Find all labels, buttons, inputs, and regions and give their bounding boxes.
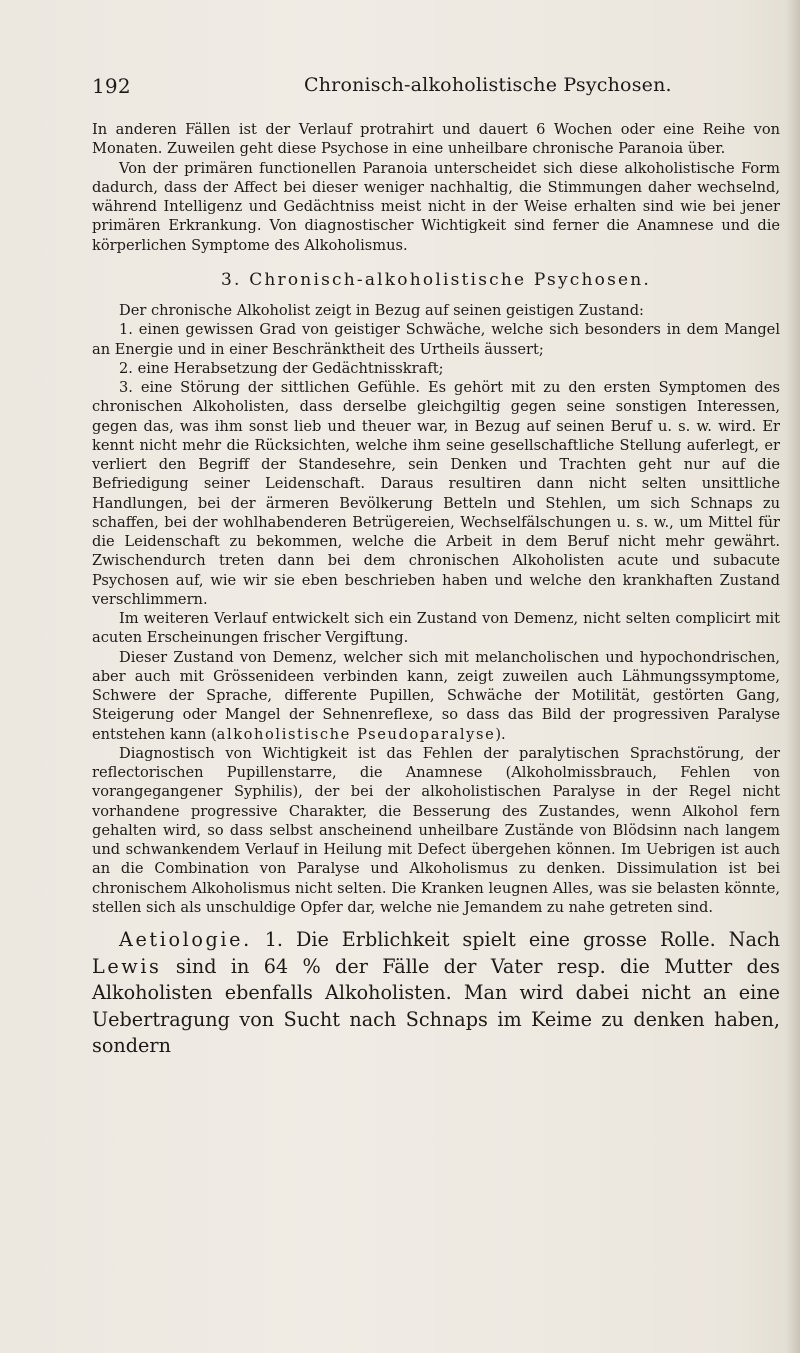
pseudoparalyse-text-before: Dieser Zustand von Demenz, welcher sich mit melancholischen und hypochondrischen, aber auch mit Grössenideen verbinden kann, zeigt zuweilen auch Lähmungssymptome, Schwere der Sprache, differente Pupillen, Schwäche der Motilität, gestörten Gang, Steigerung oder Mangel der Sehnenreflexe, so dass das Bild der progressiven Paralyse entstehen kann ( — [92, 648, 780, 743]
list-item-2: 2. eine Herabsetzung der Gedächtnisskraft; — [119, 359, 444, 377]
page-edge-shadow — [786, 0, 800, 1353]
list-item-1: 1. einen gewissen Grad von geistiger Schwäche, welche sich besonders in dem Mangel an Energie und in einer Beschränktheit des Urtheils äussert; — [92, 321, 780, 358]
page-number: 192 — [92, 74, 131, 98]
running-title: Chronisch-alkoholistische Psychosen. — [304, 74, 672, 96]
section-heading: 3. Chronisch-alkoholistische Psychosen. — [220, 269, 652, 290]
pseudoparalyse-text-after: ). — [495, 725, 506, 743]
aetiologie-text-1: 1. Die Erblichkeit spielt eine grosse Rolle. Nach — [251, 928, 780, 951]
paragraph-demenz: Im weiteren Verlauf entwickelt sich ein Zustand von Demenz, nicht selten complicirt mit acuten Erscheinungen frischer Vergiftung. — [92, 610, 780, 647]
list-item-3: 3. eine Störung der sittlichen Gefühle. Es gehört mit zu den ersten Symptomen des chronischen Alkoholisten, dass derselbe gleichgiltig gegen seine sonstigen Interessen, gegen das, was ihm sonst lieb und theuer war, in Bezug auf seinen Beruf u. s. w. wird. Er kennt nicht mehr die Rücksichten, welche ihm seine gesellschaftliche Stellung auferlegt, er verliert den Begriff der Standesehre, sein Denken und Trachten geht nur auf die Befriedigung seiner Leidenschaft. Daraus resultiren dann nicht selten unsittliche Handlungen, bei der ärmeren Bevölkerung Betteln und Stehlen, um sich Schnaps zu schaffen, bei der wohlhabenderen Betrügereien, Wechselfälschungen u. s. w., um Mittel für die Leidenschaft zu bekommen, welche die Arbeit in dem Beruf nicht mehr gewährt. Zwischendurch treten dann bei dem chronischen Alkoholisten acute und subacute Psychosen auf, wie wir sie eben beschrieben haben und welche den krankhaften Zustand verschlimmern. — [92, 379, 780, 608]
aetiologie-lead: Aetiologie. — [119, 928, 252, 951]
author-name-lewis: Lewis — [92, 954, 162, 978]
paragraph-pseudoparalyse — [92, 648, 780, 744]
aetiologie-text-2: sind in 64 % der Fälle der Vater resp. die Mutter des Alkoholisten ebenfalls Alkoholisten. Man wird dabei nicht an eine Uebertragung von Sucht nach Schnaps im Keime zu denken haben, sondern — [92, 954, 780, 1057]
paragraph-intro-chronic: Der chronische Alkoholist zeigt in Bezug auf seinen geistigen Zustand: — [119, 302, 644, 319]
running-head — [92, 74, 772, 104]
paragraph-verlauf: In anderen Fällen ist der Verlauf protrahirt und dauert 6 Wochen oder eine Reihe von Monaten. Zuweilen geht diese Psychose in eine unheilbare chronische Paranoia über. — [92, 121, 780, 158]
paragraph-aetiologie — [92, 927, 780, 1060]
paragraph-diagnostik: Diagnostisch von Wichtigkeit ist das Fehlen der paralytischen Sprachstörung, der reflectorischen Pupillenstarre, die Anamnese (Alkoholmissbrauch, Fehlen von vorangegangener Syphilis), der bei der alkoholistischen Paralyse in der Regel nicht vorhandene progressive Charakter, die Besserung des Zustandes, wenn Alkohol fern gehalten wird, so dass selbst anscheinend unheilbare Zustände von Blödsinn nach langem und schwankendem Verlauf in Heilung mit Defect übergehen können. Im Uebrigen ist auch an die Combination von Paralyse und Alkoholismus zu denken. Dissimulation ist bei chronischem Alkoholismus nicht selten. Die Kranken leugnen Alles, was sie belasten könnte, stellen sich als unschuldige Opfer dar, welche nie Jemandem zu nahe getreten sind. — [92, 744, 780, 916]
paragraph-differential-paranoia: Von der primären functionellen Paranoia unterscheidet sich diese alkoholistische Form dadurch, dass der Affect bei dieser weniger nachhaltig, die Stimmungen daher wechselnd, während Intelligenz und Gedächtniss meist nicht in der Weise erhalten sind wie bei jener primären Erkrankung. Von diagnostischer Wichtigkeit sind ferner die Anamnese und die körperlichen Symptome des Alkoholismus. — [92, 159, 780, 254]
page-body — [92, 120, 780, 1060]
pseudoparalyse-term: alkoholistische Pseudoparalyse — [216, 725, 496, 743]
